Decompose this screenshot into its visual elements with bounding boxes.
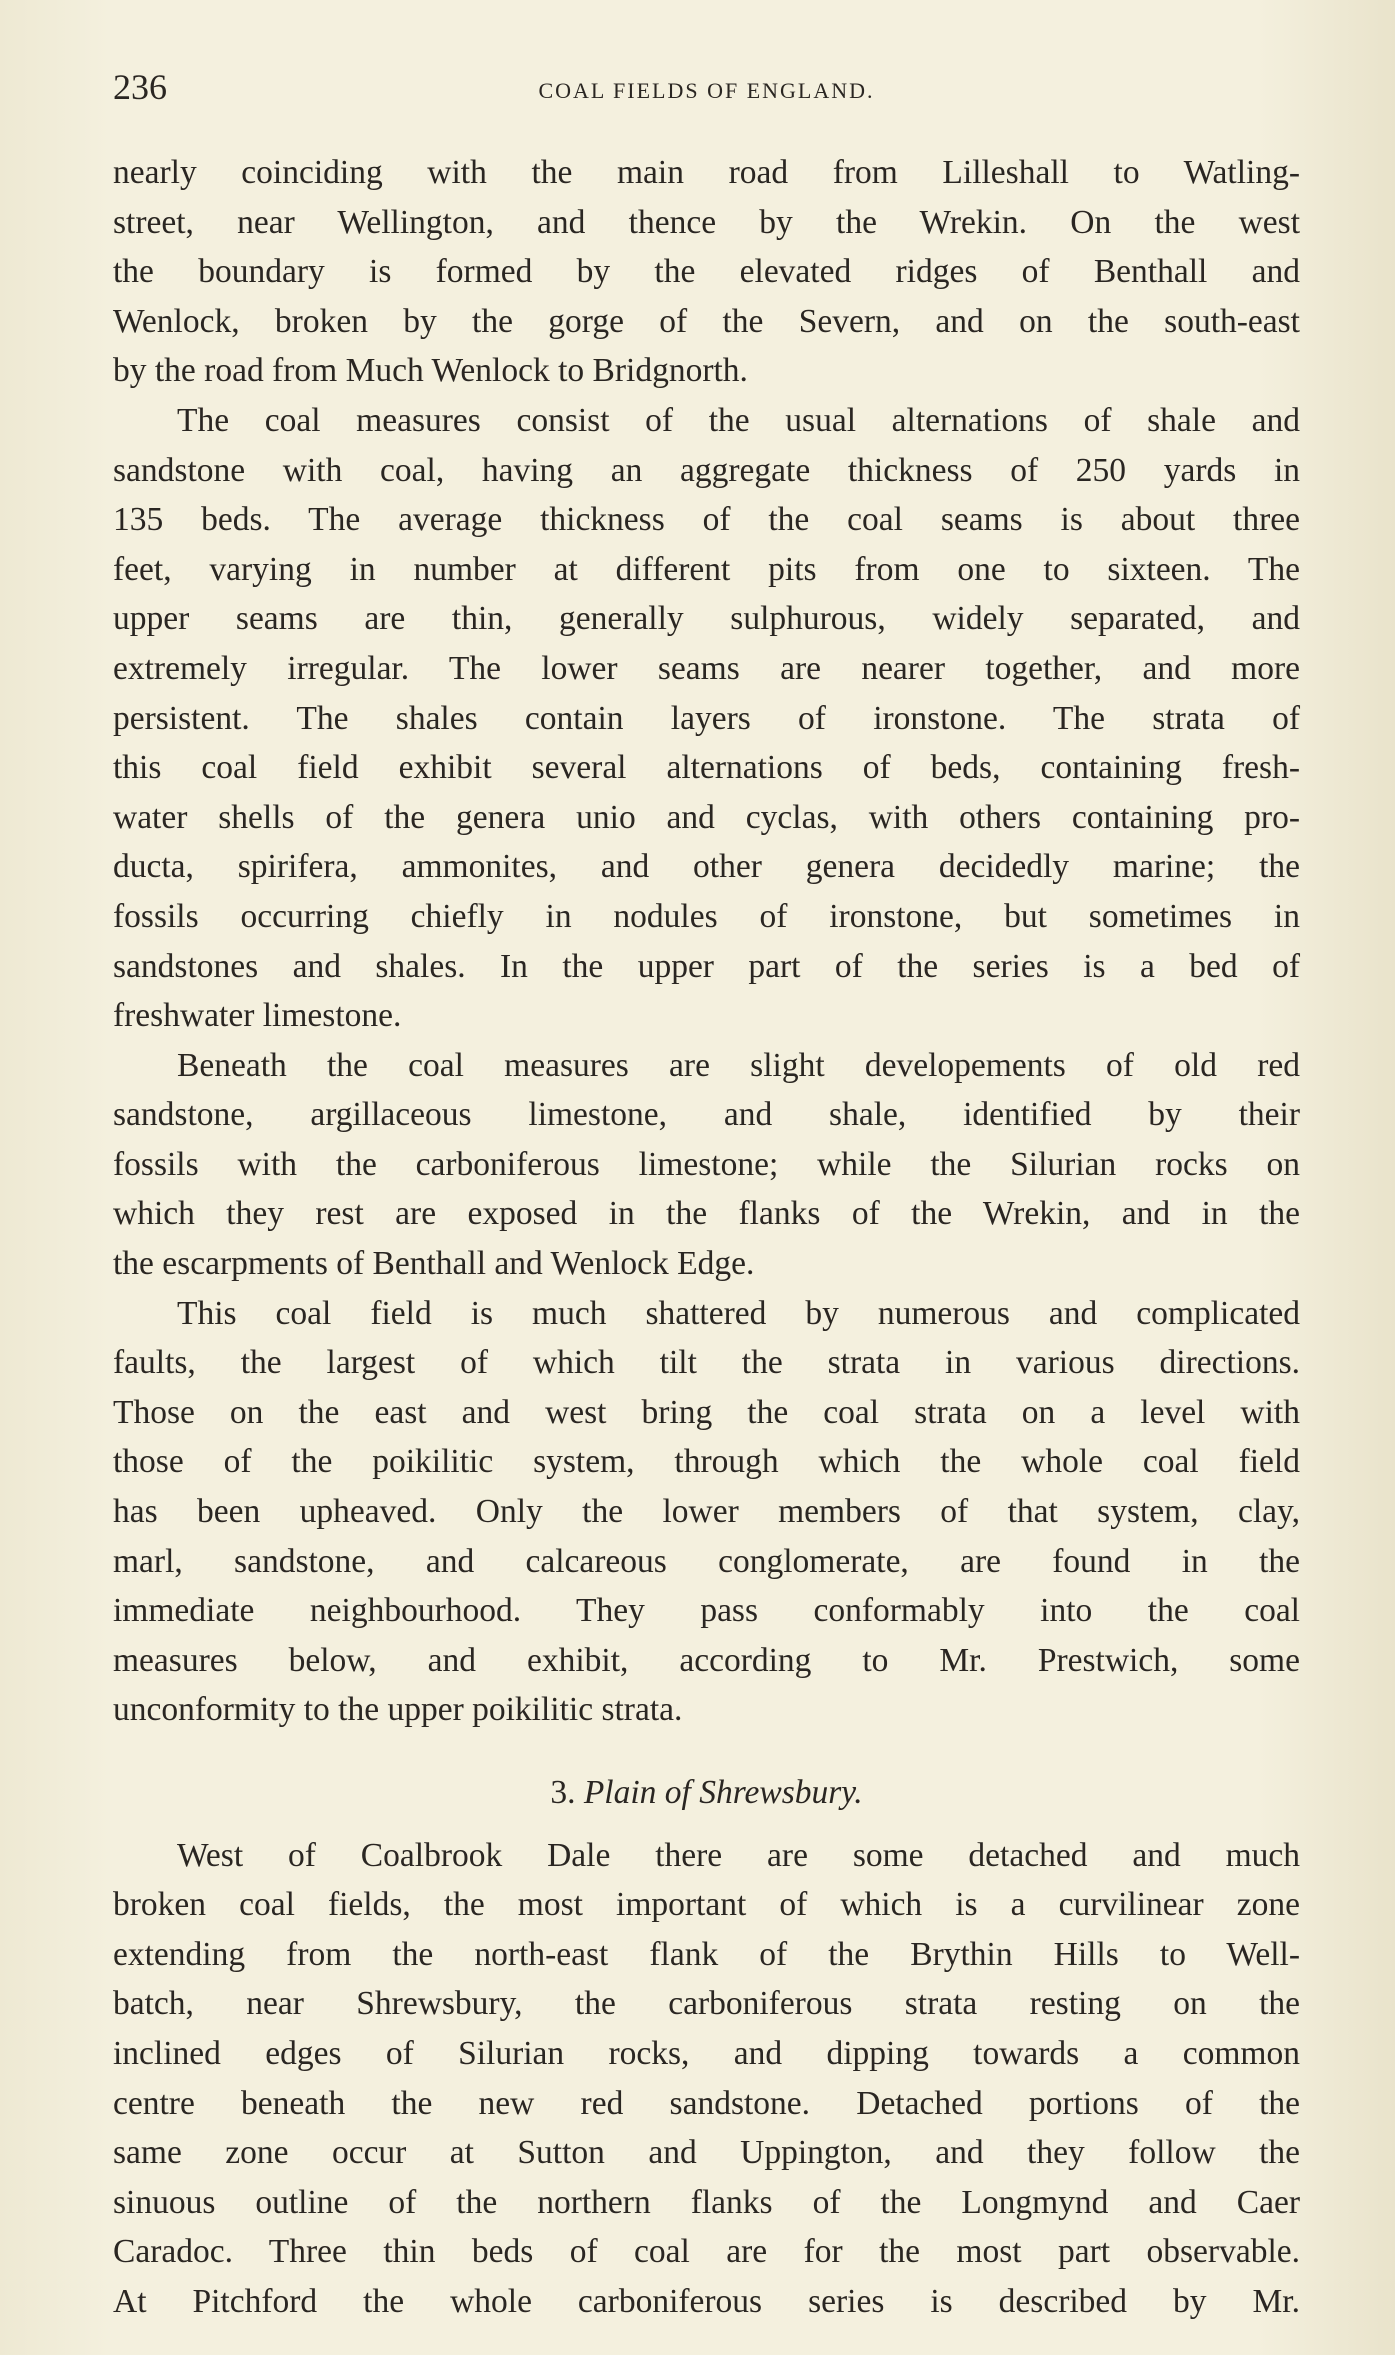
text-line: 135 beds. The average thickness of the coal seams is about three xyxy=(113,501,1300,539)
text-line: West of Coalbrook Dale there are some detached and much xyxy=(177,1836,1300,1874)
text-line: immediate neighbourhood. They pass conformably into the coal xyxy=(113,1592,1300,1630)
text-line: Wenlock, broken by the gorge of the Severn, and on the south-east xyxy=(113,302,1300,340)
text-line: has been upheaved. Only the lower members of that system, clay, xyxy=(113,1493,1300,1531)
paragraph xyxy=(113,396,1300,1041)
text-line: faults, the largest of which tilt the strata in various directions. xyxy=(113,1344,1300,1382)
text-line: upper seams are thin, generally sulphurous, widely separated, and xyxy=(113,600,1300,638)
text-line: the escarpments of Benthall and Wenlock Edge. xyxy=(113,1245,755,1283)
text-line: fossils with the carboniferous limestone; while the Silurian rocks on xyxy=(113,1145,1300,1183)
text-line: fossils occurring chiefly in nodules of ironstone, but sometimes in xyxy=(113,897,1300,935)
paragraph xyxy=(113,1831,1300,2327)
text-line: broken coal fields, the most important of which is a curvilinear zone xyxy=(113,1886,1300,1924)
text-line: those of the poikilitic system, through which the whole coal field xyxy=(113,1443,1300,1481)
section-heading xyxy=(113,1768,1300,1818)
text-line: centre beneath the new red sandstone. Detached portions of the xyxy=(113,2084,1300,2122)
page-body xyxy=(113,148,1300,2327)
text-line: batch, near Shrewsbury, the carboniferous strata resting on the xyxy=(113,1985,1300,2023)
text-line: At Pitchford the whole carboniferous series is described by Mr. xyxy=(113,2282,1300,2320)
text-line: inclined edges of Silurian rocks, and dipping towards a common xyxy=(113,2034,1300,2072)
text-line: by the road from Much Wenlock to Bridgnorth. xyxy=(113,352,748,390)
text-line: The coal measures consist of the usual alternations of shale and xyxy=(177,401,1300,439)
text-line: Caradoc. Three thin beds of coal are for the most part observable. xyxy=(113,2233,1300,2271)
paragraph xyxy=(113,1289,1300,1735)
text-line: freshwater limestone. xyxy=(113,997,402,1035)
text-line: water shells of the genera unio and cyclas, with others containing pro- xyxy=(113,798,1300,836)
text-line: extremely irregular. The lower seams are nearer together, and more xyxy=(113,649,1300,687)
text-line: nearly coinciding with the main road from Lilleshall to Watling- xyxy=(113,154,1300,191)
page-header xyxy=(113,62,1300,112)
running-title: COAL FIELDS OF ENGLAND. xyxy=(538,78,875,103)
text-line: unconformity to the upper poikilitic strata. xyxy=(113,1691,683,1729)
paragraph xyxy=(113,148,1300,396)
text-line: marl, sandstone, and calcareous conglomerate, are found in the xyxy=(113,1542,1300,1580)
section-number: 3. xyxy=(550,1774,576,1811)
text-line: ducta, spirifera, ammonites, and other genera decidedly marine; the xyxy=(113,848,1300,886)
text-line: street, near Wellington, and thence by the Wrekin. On the west xyxy=(113,203,1300,241)
text-line: same zone occur at Sutton and Uppington, and they follow the xyxy=(113,2134,1300,2172)
text-line: sandstones and shales. In the upper part of the series is a bed of xyxy=(113,947,1300,985)
text-line: the boundary is formed by the elevated ridges of Benthall and xyxy=(113,253,1300,291)
text-line: extending from the north-east flank of the Brythin Hills to Well- xyxy=(113,1935,1300,1973)
section-title: Plain of Shrewsbury. xyxy=(583,1774,863,1811)
text-line: sinuous outline of the northern flanks of the Longmynd and Caer xyxy=(113,2183,1300,2221)
text-line: this coal field exhibit several alternations of beds, containing fresh- xyxy=(113,749,1300,787)
text-line: Beneath the coal measures are slight developements of old red xyxy=(177,1046,1300,1084)
text-line: measures below, and exhibit, according to Mr. Prestwich, some xyxy=(113,1641,1300,1679)
page-number: 236 xyxy=(113,67,167,107)
text-line: feet, varying in number at different pits from one to sixteen. The xyxy=(113,550,1300,588)
paragraph xyxy=(113,1041,1300,1289)
text-line: persistent. The shales contain layers of ironstone. The strata of xyxy=(113,699,1300,737)
text-line: This coal field is much shattered by numerous and complicated xyxy=(177,1294,1300,1332)
text-line: Those on the east and west bring the coal strata on a level with xyxy=(113,1393,1300,1431)
text-line: sandstone with coal, having an aggregate thickness of 250 yards in xyxy=(113,451,1300,489)
text-line: sandstone, argillaceous limestone, and shale, identified by their xyxy=(113,1096,1300,1134)
text-line: which they rest are exposed in the flanks of the Wrekin, and in the xyxy=(113,1195,1300,1233)
